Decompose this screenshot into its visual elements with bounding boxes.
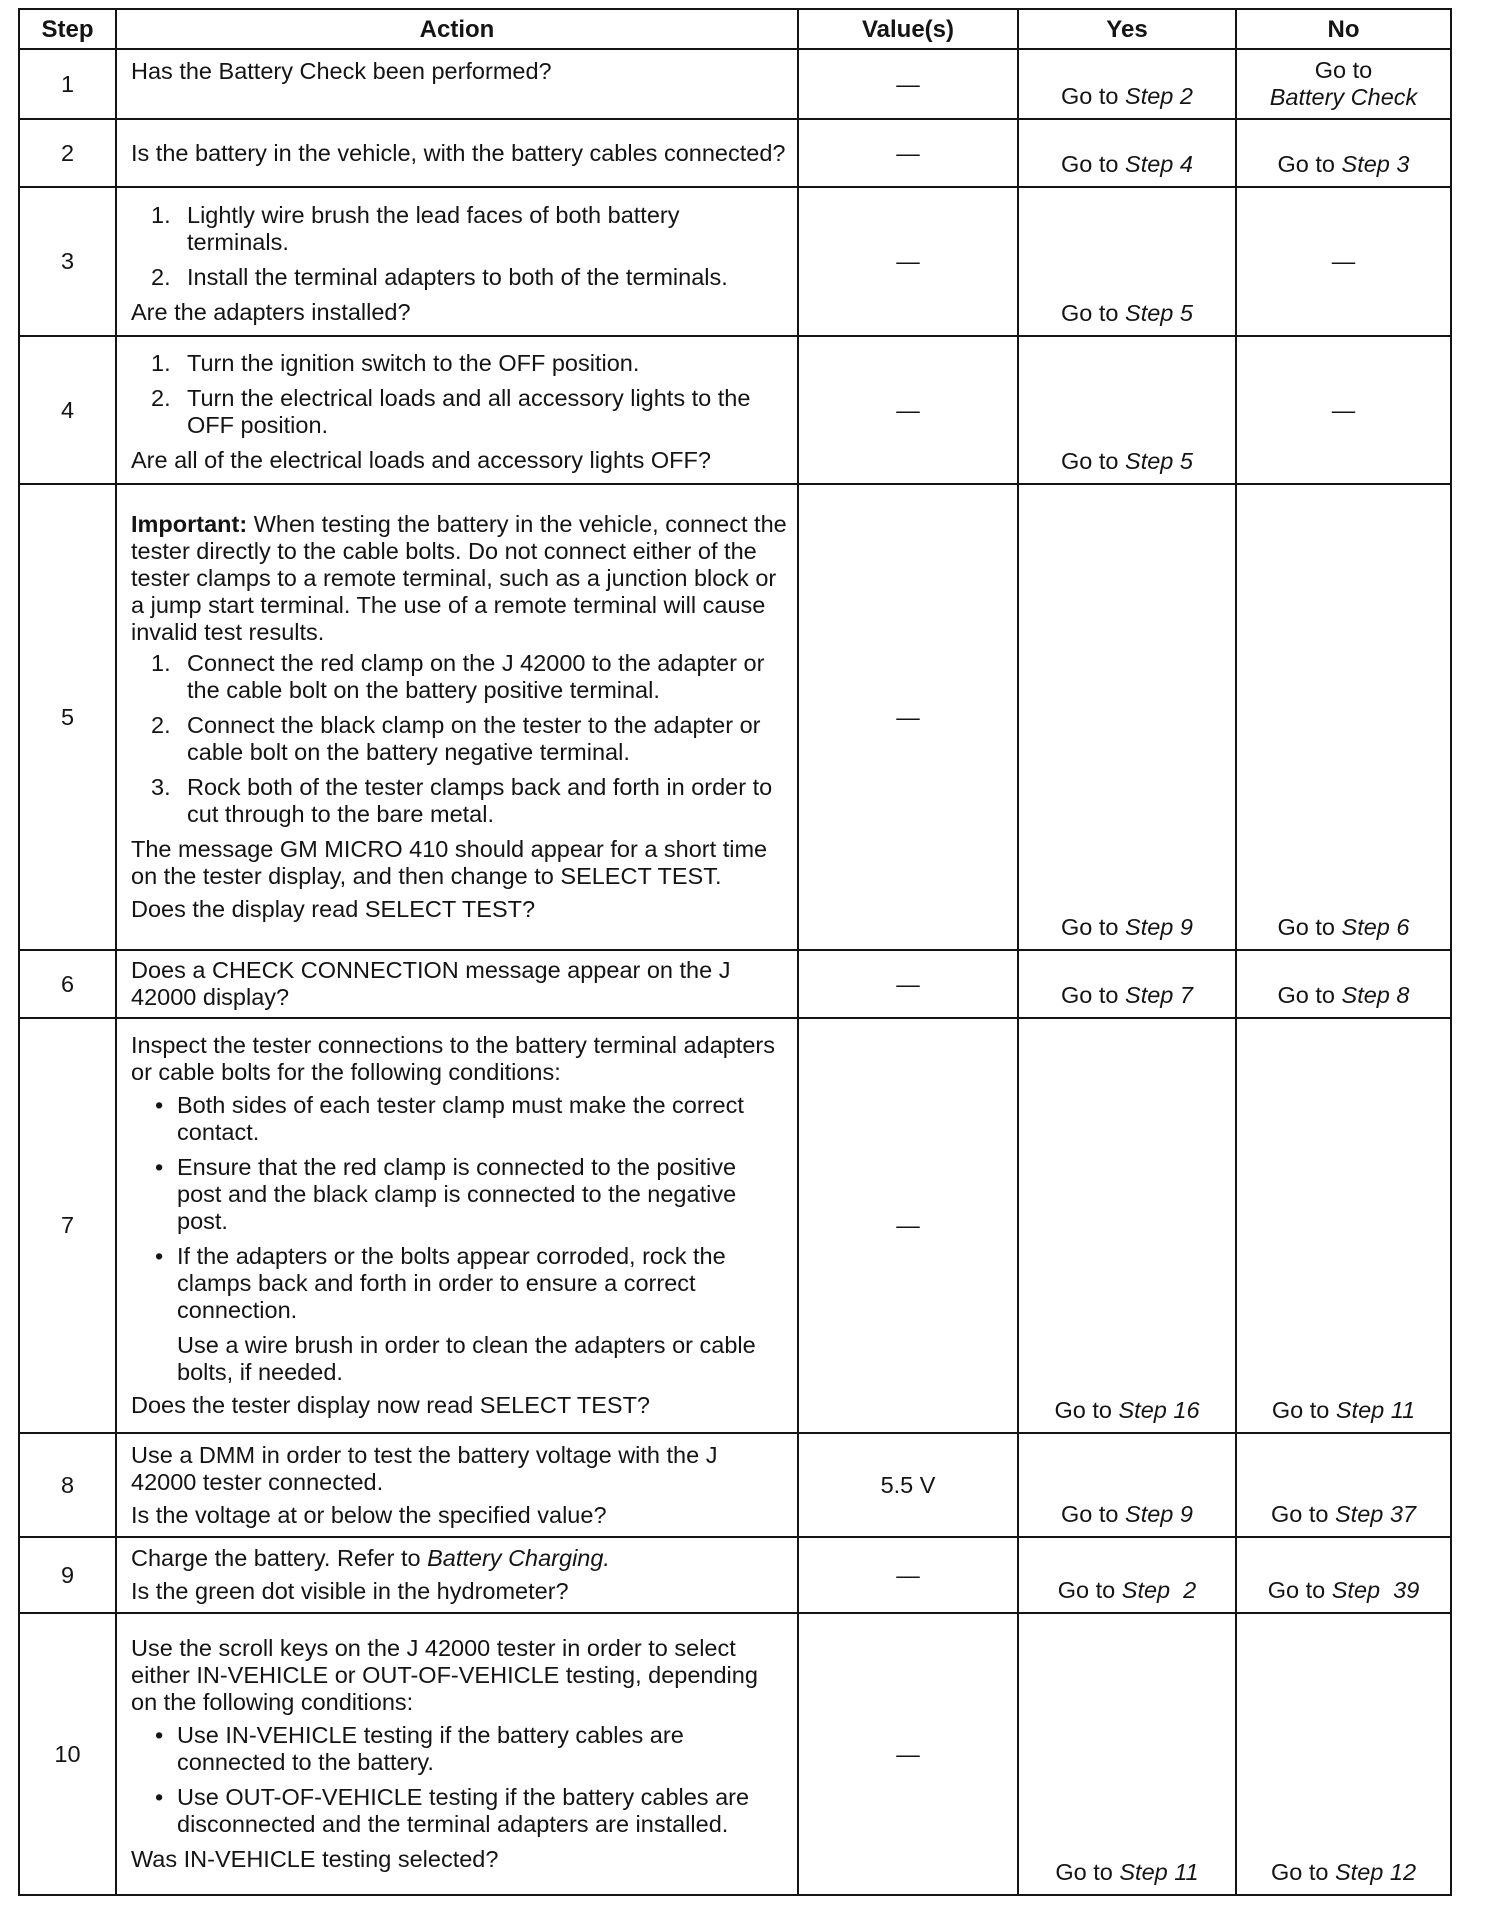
yes-cell	[1018, 187, 1236, 336]
header-yes: Yes	[1018, 9, 1236, 49]
action-cell	[116, 336, 798, 484]
list-item: 2. Turn the electrical loads and all accessory lights to the OFF position.	[151, 385, 751, 438]
important-label: Important:	[131, 511, 248, 537]
value-cell: —	[798, 1613, 1018, 1895]
list-item: • Use IN-VEHICLE testing if the battery cables are connected to the battery.	[155, 1722, 684, 1775]
go-to-label: Go to	[1061, 151, 1119, 177]
no-step-ref: Step 8	[1341, 982, 1410, 1008]
header-values: Value(s)	[798, 9, 1018, 49]
yes-cell	[1018, 119, 1236, 187]
list-item: 2. Connect the black clamp on the tester to the adapter or cable bolt on the battery negative terminal.	[151, 712, 761, 765]
yes-step-ref: Step 11	[1119, 1859, 1199, 1885]
table-row	[19, 484, 1451, 950]
go-to-label: Go to	[1271, 1397, 1330, 1423]
action-cell	[116, 1537, 798, 1613]
go-to-label: Go to	[1055, 1859, 1113, 1885]
yes-step-ref: Step 9	[1125, 914, 1193, 940]
step-number: 6	[19, 950, 116, 1018]
value-cell: —	[798, 336, 1018, 484]
action-cell	[116, 484, 798, 950]
yes-step-ref: Step 2	[1125, 83, 1193, 109]
go-to-label: Go to	[1267, 1577, 1326, 1603]
value-cell: —	[798, 484, 1018, 950]
no-step-ref: Step 39	[1331, 1577, 1420, 1603]
list-item: • Ensure that the red clamp is connected to the positive post and the black clamp is connected to the negative post.	[155, 1154, 737, 1234]
instruction-text: Use a DMM in order to test the battery voltage with the J 42000 tester connected.	[131, 1441, 718, 1495]
step-number: 2	[19, 119, 116, 187]
go-to-label: Go to	[1277, 914, 1335, 940]
action-cell	[116, 187, 798, 336]
table-row	[19, 336, 1451, 484]
table-row	[19, 49, 1451, 119]
list-item: • Use OUT-OF-VEHICLE testing if the battery cables are disconnected and the terminal adapters are installed.	[155, 1784, 750, 1837]
question-text: Does a CHECK CONNECTION message appear on the J 42000 display?	[131, 957, 731, 1010]
no-step-ref: Step 3	[1341, 151, 1410, 177]
go-to-label: Go to	[1061, 300, 1119, 326]
no-cell	[1236, 119, 1451, 187]
question-text: Does the display read SELECT TEST?	[131, 896, 536, 922]
go-to-label: Go to	[1061, 982, 1119, 1008]
go-to-label: Go to	[1314, 57, 1373, 83]
go-to-label: Go to	[1270, 1501, 1329, 1527]
go-to-label: Go to	[1061, 448, 1119, 474]
no-cell	[1236, 49, 1451, 119]
yes-cell	[1018, 49, 1236, 119]
display-note: The message GM MICRO 410 should appear for a short time on the tester display, and then change to SELECT TEST.	[131, 836, 768, 889]
important-text: When testing the battery in the vehicle, connect the tester directly to the cable bolts. Do not connect either of the tester clamps to a remote terminal, such as a junction block or a jump start terminal. The use of a remote terminal will cause invalid test results.	[131, 511, 787, 645]
question-text: Are the adapters installed?	[131, 298, 411, 325]
table-row	[19, 187, 1451, 336]
question-text: Is the voltage at or below the specified value?	[131, 1501, 607, 1528]
yes-cell	[1018, 1433, 1236, 1537]
go-to-label: Go to	[1277, 982, 1335, 1008]
value-cell: —	[798, 187, 1018, 336]
yes-step-ref: Step 2	[1121, 1577, 1197, 1603]
list-item: • If the adapters or the bolts appear corroded, rock the clamps back and forth in order to ensure a correct connection.	[155, 1243, 726, 1323]
no-cell: —	[1236, 187, 1451, 336]
intro-text: Inspect the tester connections to the battery terminal adapters or cable bolts for the following conditions:	[131, 1032, 776, 1085]
list-item: 3. Rock both of the tester clamps back and forth in order to cut through to the bare metal.	[151, 774, 773, 827]
procedure-list	[131, 650, 787, 828]
value-cell: —	[798, 1018, 1018, 1433]
table-row	[19, 950, 1451, 1018]
go-to-label: Go to	[1054, 1397, 1112, 1423]
value-cell: —	[798, 950, 1018, 1018]
header-no: No	[1236, 9, 1451, 49]
sub-note: Use a wire brush in order to clean the adapters or cable bolts, if needed.	[177, 1332, 756, 1385]
value-cell: —	[798, 119, 1018, 187]
yes-step-ref: Step 7	[1125, 982, 1193, 1008]
instruction-text: Charge the battery. Refer to Battery Charging.	[131, 1545, 610, 1571]
step-number: 8	[19, 1433, 116, 1537]
go-to-label: Go to	[1061, 1501, 1119, 1527]
procedure-list	[131, 350, 787, 439]
step-number: 10	[19, 1613, 116, 1895]
action-cell	[116, 1613, 798, 1895]
yes-step-ref: Step 5	[1125, 300, 1193, 326]
no-cell	[1236, 484, 1451, 950]
go-to-label: Go to	[1057, 1577, 1116, 1603]
step-number: 9	[19, 1537, 116, 1613]
question-text: Does the tester display now read SELECT TEST?	[131, 1392, 650, 1418]
yes-step-ref: Step 4	[1125, 151, 1193, 177]
step-number: 3	[19, 187, 116, 336]
table-row	[19, 1613, 1451, 1895]
table-row	[19, 1433, 1451, 1537]
list-item: 1. Lightly wire brush the lead faces of both battery terminals.	[151, 201, 680, 255]
table-row	[19, 1537, 1451, 1613]
action-cell	[116, 950, 798, 1018]
header-row	[19, 9, 1451, 49]
question-text: Are all of the electrical loads and accessory lights OFF?	[131, 447, 711, 473]
step-number: 5	[19, 484, 116, 950]
no-step-ref: Step 11	[1335, 1397, 1416, 1423]
yes-step-ref: Step 5	[1125, 448, 1193, 474]
no-target-ref: Battery Check	[1269, 84, 1418, 110]
intro-text: Use the scroll keys on the J 42000 tester in order to select either IN-VEHICLE or OUT-OF-VEHICLE testing, depending on the following conditions:	[131, 1635, 758, 1715]
condition-list	[131, 1092, 787, 1324]
action-cell	[116, 119, 798, 187]
no-cell	[1236, 1018, 1451, 1433]
value-cell: —	[798, 1537, 1018, 1613]
go-to-label: Go to	[1061, 914, 1119, 940]
action-cell	[116, 1018, 798, 1433]
value-cell: 5.5 V	[798, 1433, 1018, 1537]
yes-cell	[1018, 1537, 1236, 1613]
question-text: Is the green dot visible in the hydrometer?	[131, 1578, 569, 1604]
list-item: 1. Connect the red clamp on the J 42000 to the adapter or the cable bolt on the battery positive terminal.	[151, 650, 765, 703]
question-text: Was IN-VEHICLE testing selected?	[131, 1846, 499, 1872]
question-text: Has the Battery Check been performed?	[131, 58, 552, 84]
list-item: 2. Install the terminal adapters to both of the terminals.	[151, 263, 728, 290]
yes-cell	[1018, 1613, 1236, 1895]
value-cell: —	[798, 49, 1018, 119]
action-cell	[116, 1433, 798, 1537]
header-step: Step	[19, 9, 116, 49]
no-step-ref: Step 6	[1341, 914, 1410, 940]
procedure-list	[131, 202, 787, 291]
step-number: 7	[19, 1018, 116, 1433]
step-number: 4	[19, 336, 116, 484]
reference-link: Battery Charging.	[427, 1545, 610, 1571]
yes-step-ref: Step 9	[1125, 1501, 1193, 1527]
yes-step-ref: Step 16	[1118, 1397, 1200, 1423]
action-cell	[116, 49, 798, 119]
no-step-ref: Step 37	[1335, 1501, 1417, 1527]
no-cell	[1236, 1613, 1451, 1895]
no-step-ref: Step 12	[1335, 1859, 1417, 1885]
question-text: Is the battery in the vehicle, with the battery cables connected?	[131, 139, 786, 166]
no-cell	[1236, 1433, 1451, 1537]
yes-cell	[1018, 1018, 1236, 1433]
yes-cell	[1018, 950, 1236, 1018]
table-row	[19, 119, 1451, 187]
table-row	[19, 1018, 1451, 1433]
no-cell	[1236, 950, 1451, 1018]
go-to-label: Go to	[1061, 83, 1119, 109]
list-item: • Both sides of each tester clamp must make the correct contact.	[155, 1092, 744, 1145]
list-item: 1. Turn the ignition switch to the OFF position.	[151, 350, 640, 376]
step-number: 1	[19, 49, 116, 119]
go-to-label: Go to	[1277, 151, 1335, 177]
important-note	[131, 511, 787, 646]
yes-cell	[1018, 484, 1236, 950]
yes-cell	[1018, 336, 1236, 484]
go-to-label: Go to	[1270, 1859, 1329, 1885]
diagnostic-table	[18, 8, 1452, 1896]
no-cell	[1236, 1537, 1451, 1613]
condition-list	[131, 1722, 787, 1838]
no-cell: —	[1236, 336, 1451, 484]
header-action: Action	[116, 9, 798, 49]
